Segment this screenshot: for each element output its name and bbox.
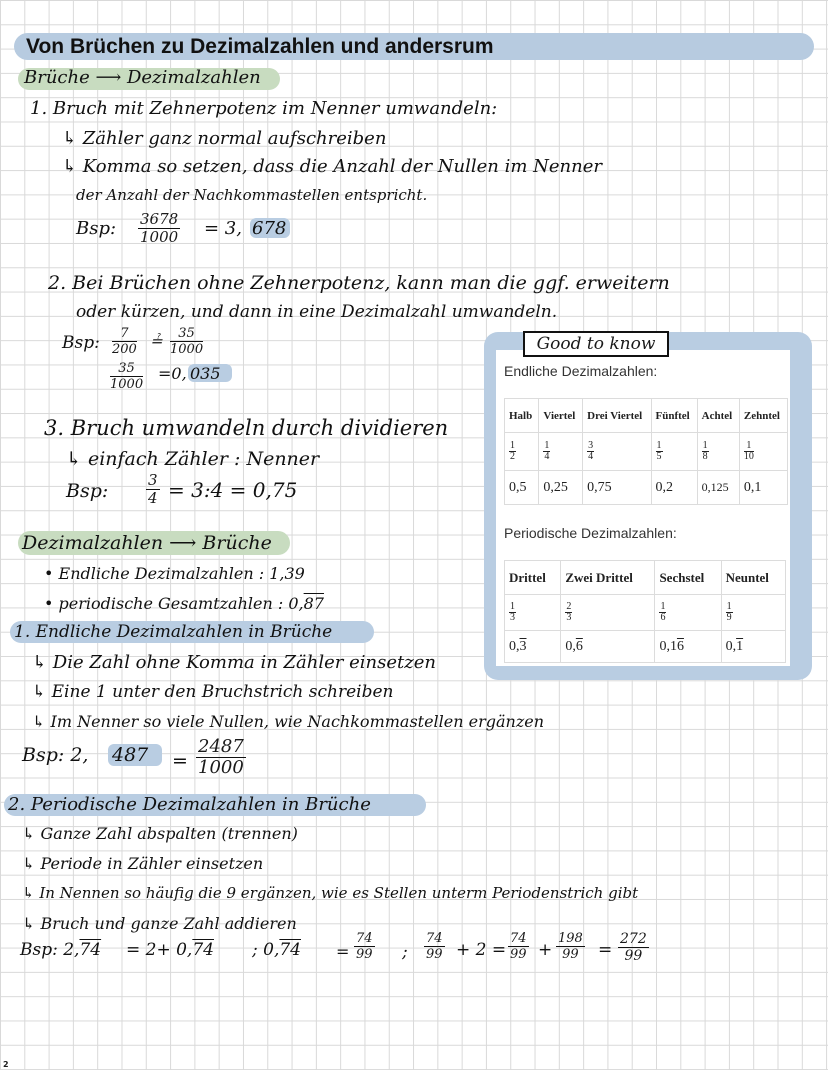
periodische-table	[504, 560, 786, 663]
fraction	[543, 441, 550, 462]
numerator: 1	[744, 441, 754, 452]
numerator: 74	[426, 931, 443, 946]
s1-step1-b: ↳ Komma so setzen, dass die Anzahl der Nullen im Nenner	[62, 156, 602, 177]
s1-step1-a: ↳ Zähler ganz normal aufschreiben	[62, 128, 387, 149]
s1-step3-a: ↳ einfach Zähler : Nenner	[66, 448, 320, 470]
numerator: 198	[558, 931, 583, 946]
table-cell	[655, 631, 721, 663]
ex2-num1: 7	[112, 327, 137, 342]
denominator: 8	[702, 451, 708, 462]
s2-ex2-frac4	[556, 932, 585, 961]
page-number: 2	[3, 1060, 9, 1069]
ex1-fraction	[138, 212, 180, 245]
numerator: 1	[544, 440, 550, 451]
s2-ex2-plus: +	[538, 940, 553, 960]
periodische-title: Periodische Dezimalzahlen:	[504, 525, 677, 541]
section1-heading: Brüche ⟶ Dezimalzahlen	[24, 67, 261, 88]
endliche-header: Drei Viertel	[583, 399, 651, 433]
ex1-numerator: 3678	[140, 210, 179, 228]
table-cell: 0,125	[697, 471, 739, 505]
endliche-title: Endliche Dezimalzahlen:	[504, 363, 658, 379]
denominator: 99	[356, 947, 373, 962]
denominator: 6	[660, 612, 666, 623]
s2-step2-a: ↳ Ganze Zahl abspalten (trennen)	[22, 824, 298, 843]
fraction	[726, 602, 733, 623]
period-digits: 1	[736, 638, 744, 654]
fraction	[702, 441, 709, 462]
s2-ex2-c	[252, 940, 301, 960]
table-cell: 0,25	[539, 471, 583, 505]
s2-ex2-b	[126, 940, 214, 960]
denominator: 5	[656, 451, 662, 462]
s2-ex2-frac2	[424, 932, 445, 961]
ex3-label: Bsp:	[66, 480, 109, 502]
endliche-header: Achtel	[697, 399, 739, 433]
numerator: 1	[702, 440, 708, 451]
s2-step2: 2. Periodische Dezimalzahlen in Brüche	[8, 794, 371, 815]
table-cell	[561, 631, 655, 663]
numerator: 272	[620, 931, 647, 947]
table-cell	[721, 631, 785, 663]
table-cell	[539, 433, 583, 471]
table-cell	[505, 595, 561, 631]
endliche-header-row	[505, 399, 788, 433]
s2-ex2-plus2: + 2 =	[456, 940, 507, 960]
s2-ex1-num: 2487	[198, 736, 244, 757]
ex2-decimals: 035	[190, 364, 221, 383]
ex2-den1: 200	[112, 342, 137, 357]
ex1-eq: = 3,	[204, 218, 242, 239]
denominator: 10	[743, 451, 754, 462]
period-digits: 6	[575, 638, 583, 654]
s2-ex1-den: 1000	[198, 757, 244, 778]
endliche-header: Fünftel	[651, 399, 697, 433]
endliche-table	[504, 398, 788, 505]
periodische-header: Sechstel	[655, 561, 721, 595]
denominator: 4	[544, 451, 550, 462]
numerator: 1	[726, 601, 732, 612]
numerator: 3	[588, 440, 594, 451]
table-cell	[697, 433, 739, 471]
denominator: 3	[510, 612, 515, 623]
table-cell: 0,1	[739, 471, 787, 505]
table-cell	[561, 595, 655, 631]
s2-step2-b: ↳ Periode in Zähler einsetzen	[22, 854, 264, 873]
value-prefix: 0,1	[659, 638, 677, 654]
table-cell	[721, 595, 785, 631]
ex2-c-prefix: ; 0,	[252, 940, 280, 960]
s2-ex2-d: =	[336, 942, 350, 961]
s2-ex2-a	[20, 940, 101, 960]
s2-step1: 1. Endliche Dezimalzahlen in Brüche	[14, 622, 333, 642]
s2-step2-c: ↳ In Nennen so häufig die 9 ergänzen, wie es Stellen unterm Periodenstrich gibt	[22, 884, 639, 902]
s2-bullet2	[44, 594, 324, 613]
s2-step1-a: ↳ Die Zahl ohne Komma in Zähler einsetzen	[32, 652, 436, 673]
fraction	[509, 441, 516, 462]
section2-heading: Dezimalzahlen ⟶ Brüche	[22, 532, 272, 554]
ex1-label: Bsp:	[76, 218, 117, 239]
denominator: 9	[726, 612, 732, 623]
periodische-header: Zwei Drittel	[561, 561, 655, 595]
ex2-num2: 35	[170, 327, 203, 342]
period-digits: 3	[519, 638, 527, 654]
value-prefix: 0,	[565, 638, 576, 654]
numerator: 74	[356, 931, 373, 946]
periodische-header: Drittel	[505, 561, 561, 595]
fraction	[565, 602, 572, 623]
s2-ex1-eq: =	[172, 750, 188, 772]
denominator: 4	[588, 451, 594, 462]
numerator: 1	[510, 440, 515, 451]
ex3-num: 3	[148, 471, 158, 489]
s2-ex2-frac3	[508, 932, 529, 961]
table-cell: 0,2	[651, 471, 697, 505]
s2-step1-b: ↳ Eine 1 unter den Bruchstrich schreiben	[32, 682, 394, 702]
s2-ex1-label: Bsp: 2,	[22, 744, 89, 766]
table-cell	[655, 595, 721, 631]
denominator: 99	[562, 947, 579, 962]
ex2-c-period: 74	[279, 940, 301, 960]
ex3-den: 4	[148, 489, 158, 507]
ex1-denominator: 1000	[140, 228, 179, 246]
s2-ex1-fraction	[196, 738, 246, 777]
table-cell: 0,5	[505, 471, 539, 505]
ex2-fraction-1	[112, 327, 137, 356]
table-cell: 0,75	[583, 471, 651, 505]
endliche-header: Viertel	[539, 399, 583, 433]
numerator: 74	[510, 931, 527, 946]
bullet2-period: 87	[303, 594, 324, 613]
ex2-den3: 1000	[110, 377, 144, 392]
ex2-num3: 35	[110, 362, 143, 377]
s2-ex2-frac1	[354, 932, 375, 961]
s2-step1-c: ↳ Im Nenner so viele Nullen, wie Nachkommastellen ergänzen	[32, 712, 545, 731]
periodische-header: Neuntel	[721, 561, 785, 595]
ex2-b-period: 74	[192, 940, 214, 960]
period-digits: 6	[676, 638, 684, 654]
s2-ex2-frac5	[618, 932, 649, 963]
s2-bullet1: • Endliche Dezimalzahlen : 1,39	[44, 564, 305, 583]
table-cell	[505, 433, 539, 471]
numerator: 2	[566, 601, 572, 612]
denominator: 99	[624, 948, 643, 964]
endliche-fraction-row	[505, 433, 788, 471]
periodische-value-row	[505, 631, 786, 663]
s2-step2-d: ↳ Bruch und ganze Zahl addieren	[22, 914, 297, 933]
ex2-fraction-3	[110, 362, 143, 391]
ex3-fraction	[146, 473, 160, 506]
endliche-value-row	[505, 471, 788, 505]
ex2-label: Bsp:	[62, 333, 100, 353]
s2-ex2-semi: ;	[402, 942, 408, 962]
periodische-header-row	[505, 561, 786, 595]
s1-step3: 3. Bruch umwandeln durch dividieren	[44, 416, 449, 440]
s1-step1-c: der Anzahl der Nachkommastellen entspricht.	[76, 186, 428, 204]
denominator: 3	[566, 612, 572, 623]
endliche-header: Zehntel	[739, 399, 787, 433]
fraction	[509, 602, 516, 623]
ex3-rest: = 3:4 = 0,75	[168, 478, 298, 502]
page-title: Von Brüchen zu Dezimalzahlen und andersrum	[26, 35, 494, 58]
fraction	[587, 441, 594, 462]
numerator: 1	[510, 601, 515, 612]
ex1-decimals: 678	[252, 218, 287, 239]
ex2-a-prefix: Bsp: 2,	[20, 940, 80, 960]
s1-step2: 2. Bei Brüchen ohne Zehnerpotenz, kann man die ggf. erweitern	[48, 272, 670, 294]
ex2-eq: =0,	[158, 364, 187, 383]
denominator: 2	[510, 451, 515, 462]
denominator: 99	[426, 947, 443, 962]
s1-step1: 1. Bruch mit Zehnerpotenz im Nenner umwandeln:	[30, 98, 498, 119]
ex2-a-period: 74	[79, 940, 102, 960]
bullet2-prefix: • periodische Gesamtzahlen : 0,	[44, 594, 304, 613]
endliche-header: Halb	[505, 399, 539, 433]
numerator: 1	[660, 601, 666, 612]
s2-ex1-decimals: 487	[112, 744, 149, 766]
value-prefix: 0,	[725, 638, 737, 654]
table-cell	[583, 433, 651, 471]
table-cell	[505, 631, 561, 663]
value-prefix: 0,	[509, 638, 520, 654]
numerator: 1	[656, 440, 662, 451]
s1-step2-b: oder kürzen, und dann in eine Dezimalzahl umwandeln.	[76, 302, 558, 322]
fraction	[744, 441, 754, 462]
periodische-fraction-row	[505, 595, 786, 631]
fraction	[656, 441, 663, 462]
ex2-den2: 1000	[170, 342, 204, 357]
table-cell	[739, 433, 787, 471]
ex2-fraction-2	[170, 327, 203, 356]
good-to-know-label: Good to know	[523, 331, 669, 357]
ex2-b-prefix: = 2+ 0,	[126, 940, 193, 960]
table-cell	[651, 433, 697, 471]
ex2-op: ≟	[150, 332, 163, 350]
fraction	[659, 602, 666, 623]
denominator: 99	[510, 947, 527, 962]
s2-ex2-eq: =	[598, 940, 613, 960]
